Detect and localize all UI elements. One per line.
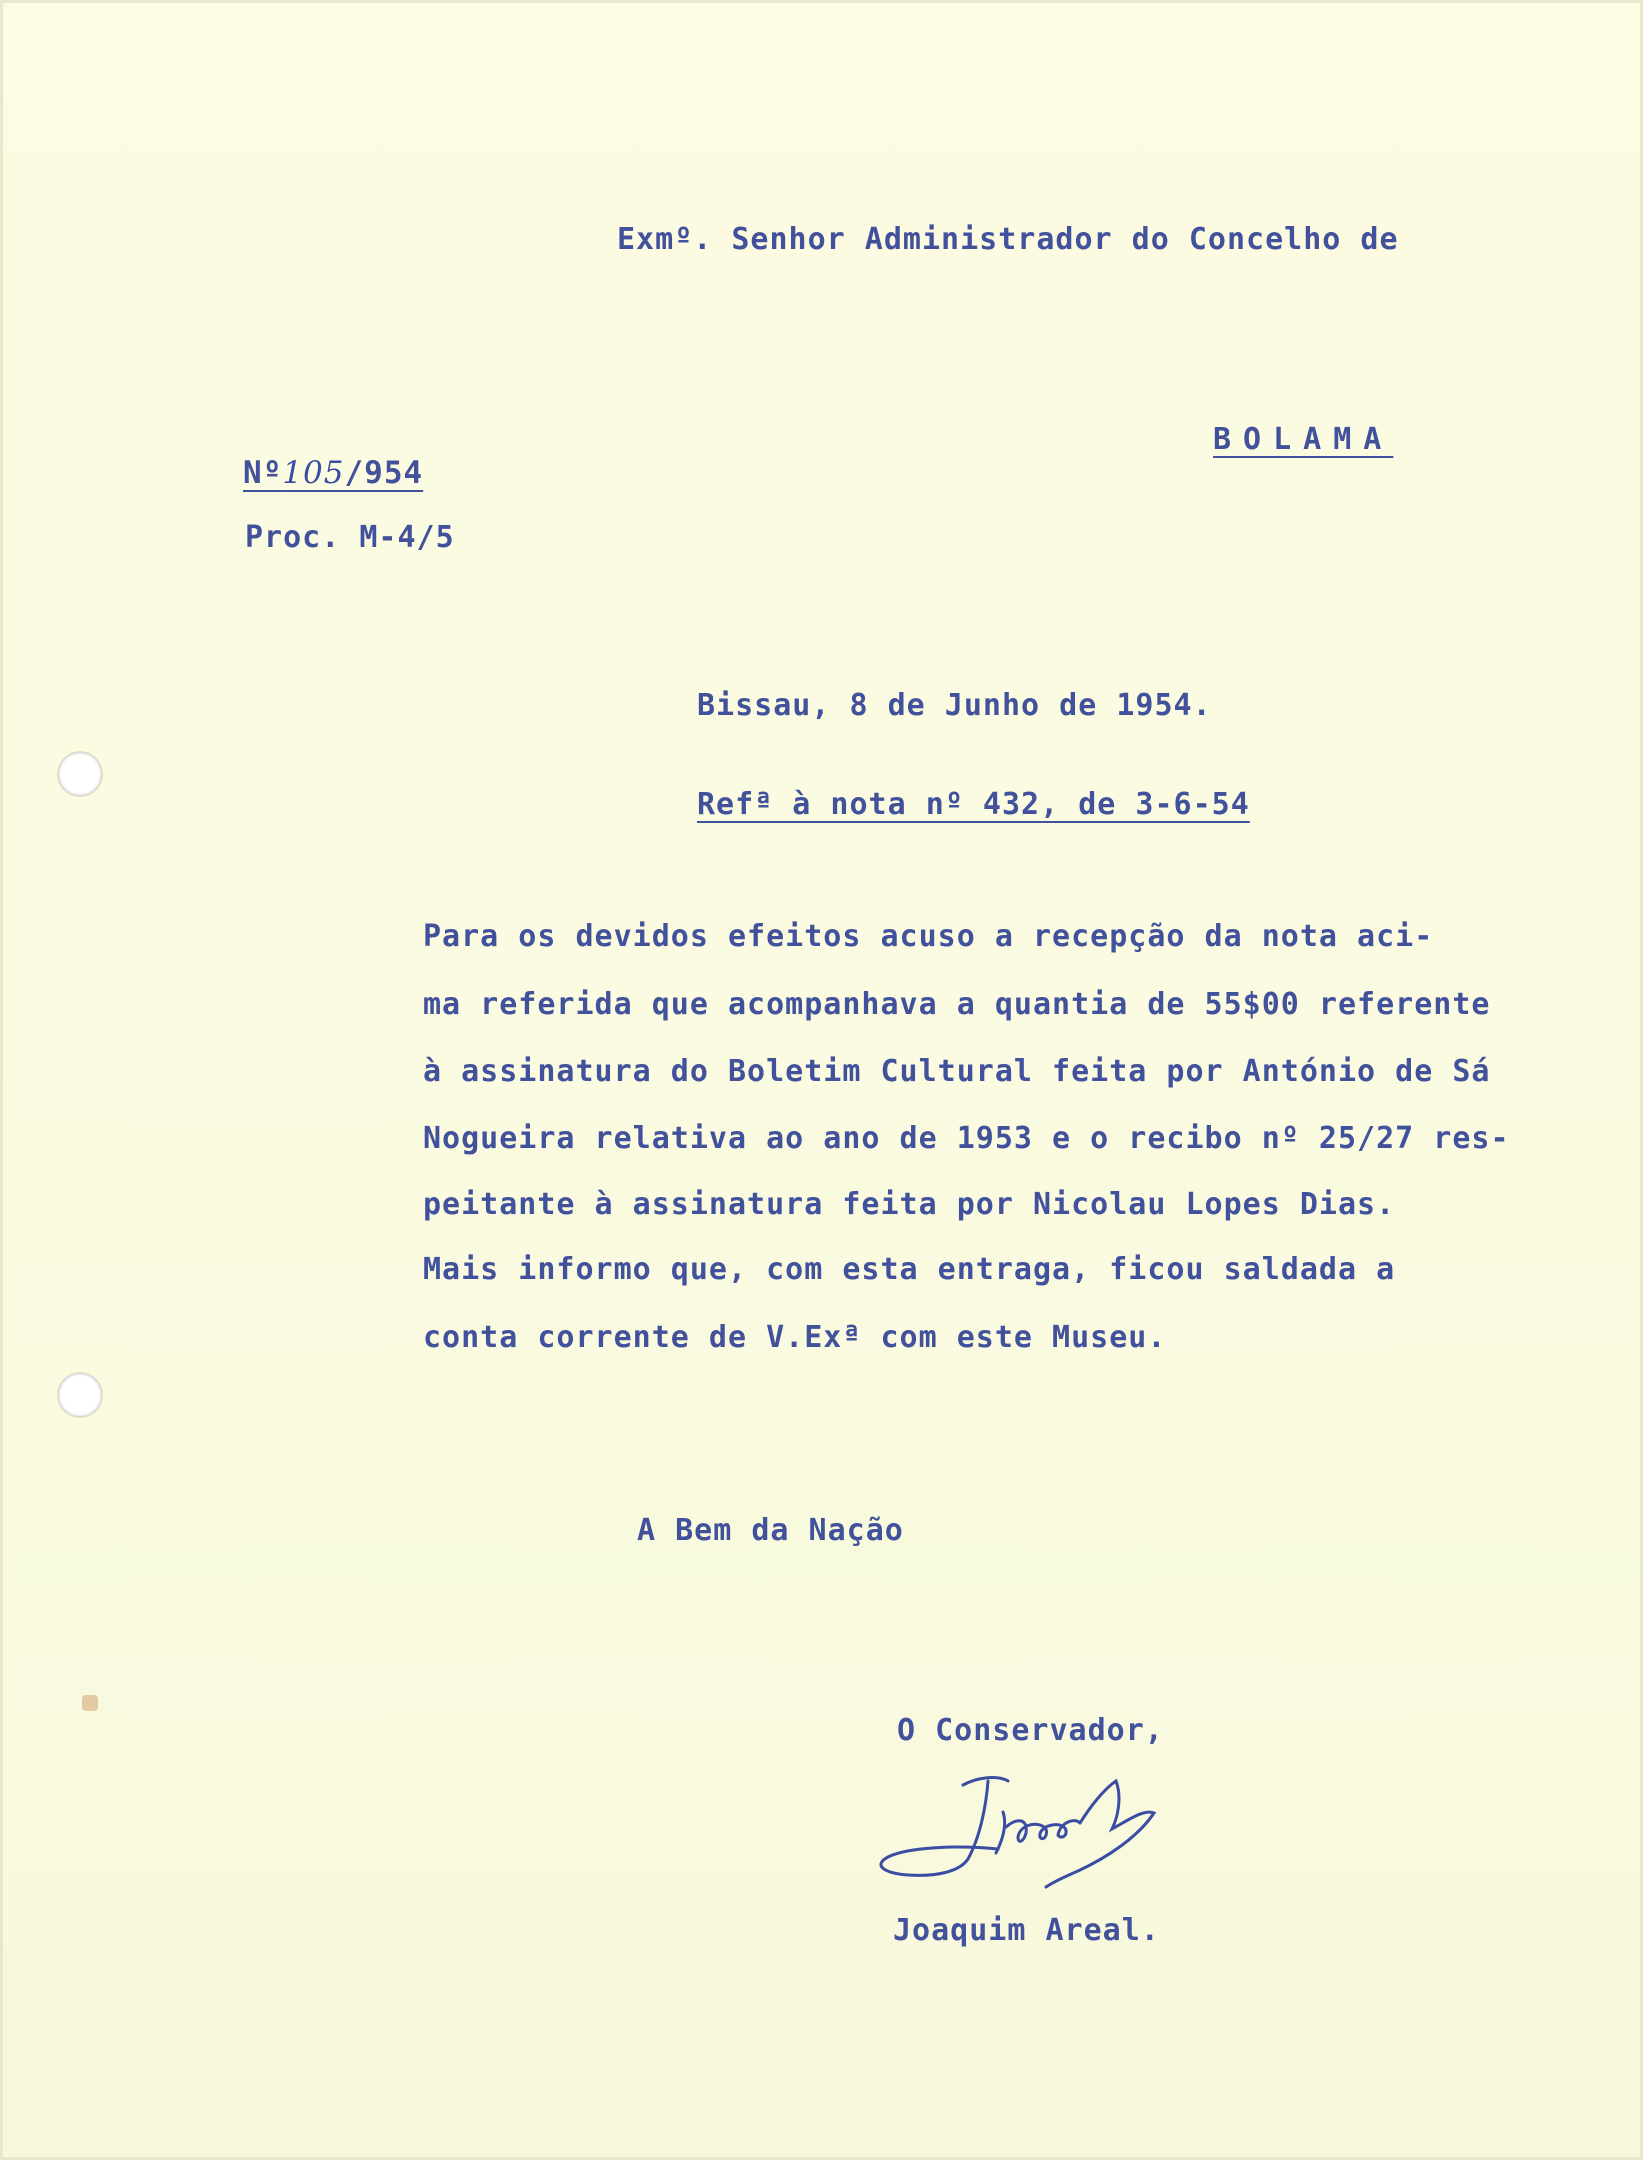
body-line: peitante à assinatura feita por Nicolau Lopes Dias. [423,1187,1396,1222]
body-line: Para os devidos efeitos acuso a recepção da nota aci- [423,919,1434,954]
signature-drawing [868,1767,1178,1897]
signature [868,1767,1178,1897]
body-line: conta corrente de V.Exª com este Museu. [423,1320,1167,1355]
punch-hole-top [58,752,102,796]
process-number: Proc. M-4/5 [245,520,455,555]
body-line: ma referida que acompanhava a quantia de 55$00 referente [423,987,1491,1022]
addressee-city: BOLAMA [1213,422,1394,457]
place-date: Bissau, 8 de Junho de 1954. [697,688,1212,723]
body-line: Mais informo que, com esta entraga, ficou saldada a [423,1252,1396,1287]
paper-stain [82,1695,98,1711]
closing-salutation: A Bem da Nação [637,1513,904,1548]
body-line: à assinatura do Boletim Cultural feita por António de Sá [423,1054,1491,1089]
signer-role: O Conservador, [897,1713,1164,1748]
addressee-line: Exmº. Senhor Administrador do Concelho de [617,222,1399,257]
reference-number [243,455,423,491]
note-reference: Refª à nota nº 432, de 3-6-54 [697,787,1250,822]
reference-number-handwritten: 105 [282,455,345,491]
punch-hole-bottom [58,1373,102,1417]
body-line: Nogueira relativa ao ano de 1953 e o recibo nº 25/27 res- [423,1121,1510,1156]
reference-number-suffix: /954 [344,455,424,491]
reference-number-prefix: Nº [243,455,283,491]
signer-name: Joaquim Areal. [893,1913,1160,1948]
